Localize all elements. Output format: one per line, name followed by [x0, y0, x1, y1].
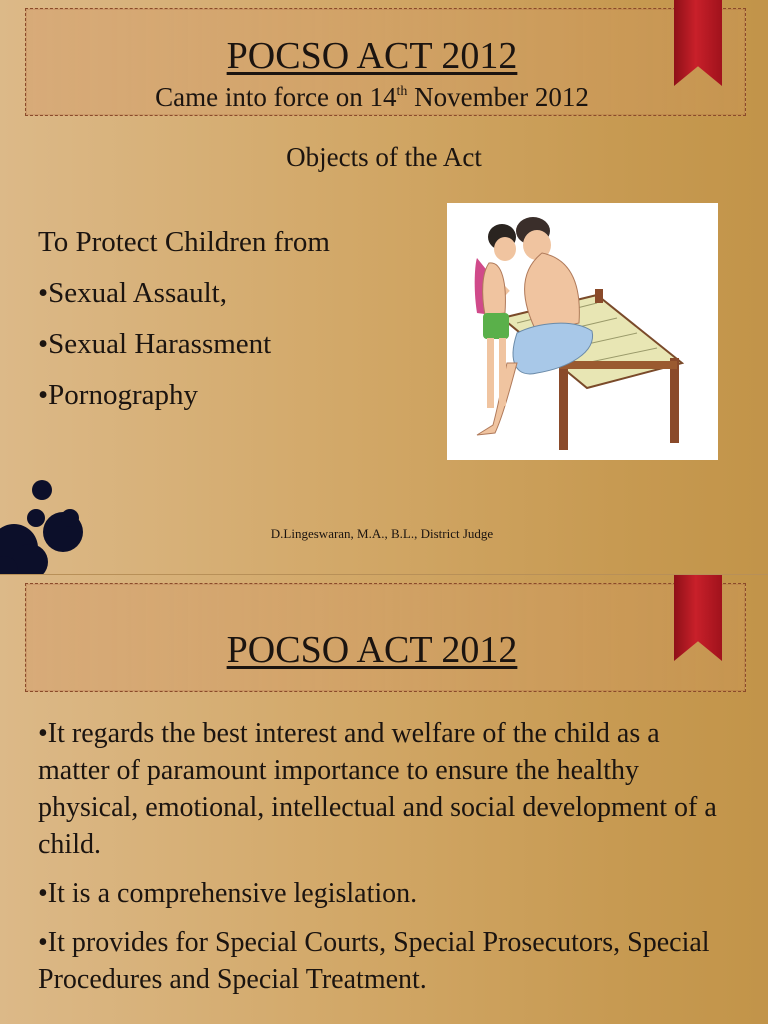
- bullet-item: •Sexual Harassment: [38, 328, 272, 360]
- subtitle-suffix: November 2012: [407, 82, 589, 112]
- body-paragraph: •It regards the best interest and welfare of the child as a matter of paramount importance to ensure the healthy physical, emotional, intellectual and social development of a child.: [38, 718, 717, 860]
- body-paragraph: •It is a comprehensive legislation.: [38, 878, 418, 909]
- bullet-item: •Pornography: [38, 379, 198, 411]
- illustration-man-child-icon: [447, 203, 718, 460]
- body-paragraph: •It provides for Special Courts, Special Prosecutors, Special Procedures and Special Treatment.: [38, 927, 710, 995]
- illustration-image: [447, 203, 718, 460]
- slide-subtitle: [26, 82, 718, 113]
- objects-bullet-list: [38, 277, 271, 430]
- title-box: [25, 583, 746, 692]
- slide-body-list: [38, 715, 738, 1010]
- slide-title: POCSO ACT 2012: [226, 629, 518, 671]
- subtitle-prefix: Came into force on 14: [155, 82, 397, 112]
- slide-2: [0, 575, 768, 1024]
- ink-splatter-icon: [0, 470, 90, 575]
- lead-text: To Protect Children from: [38, 226, 330, 258]
- title-box: [25, 8, 746, 116]
- objects-heading: Objects of the Act: [286, 142, 482, 172]
- subtitle-superscript: th: [396, 84, 408, 99]
- footer-credit: D.Lingeswaran, M.A., B.L., District Judge: [270, 526, 494, 541]
- bullet-item: •Sexual Assault,: [38, 277, 227, 309]
- slide-title: POCSO ACT 2012: [226, 35, 518, 77]
